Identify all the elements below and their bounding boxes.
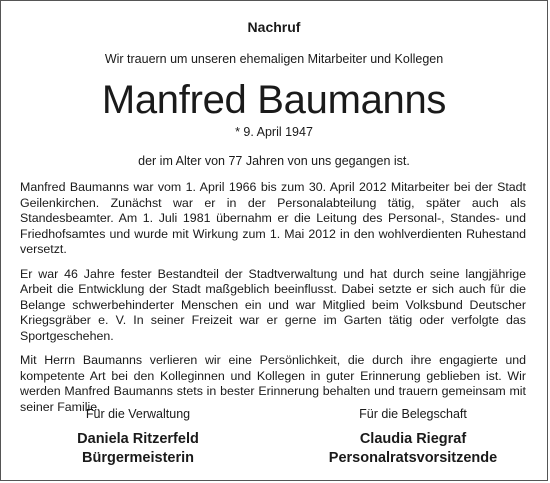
- obituary-body: [20, 180, 526, 424]
- signature-staff: [298, 407, 528, 468]
- signatory-title: Bürgermeisterin: [81, 450, 194, 466]
- age-line: der im Alter von 77 Jahren von uns gegangen ist.: [138, 154, 410, 168]
- birth-date: * 9. April 1947: [235, 125, 313, 139]
- notice-heading: Nachruf: [247, 19, 301, 35]
- signatory-name: Daniela Ritzerfeld: [77, 431, 199, 447]
- body-paragraph: Mit Herrn Baumanns verlieren wir eine Persönlichkeit, die durch ihre engagierte und kompetente Art bei den Kolleginnen und Kollegen in guter Erinnerung geblieben ist. Wir werden Manfred Baumanns stets in bester Erinnerung behalten und trauern gemeinsam mit seiner Familie.: [20, 353, 526, 414]
- intro-text: Wir trauern um unseren ehemaligen Mitarbeiter und Kollegen: [104, 52, 444, 66]
- signature-role: Für die Verwaltung: [85, 407, 191, 421]
- signatory-title: Personalratsvorsitzende: [328, 450, 498, 466]
- signature-role: Für die Belegschaft: [359, 407, 467, 421]
- signature-administration: [23, 407, 253, 468]
- deceased-name: Manfred Baumanns: [101, 78, 447, 122]
- body-paragraph: Manfred Baumanns war vom 1. April 1966 bis zum 30. April 2012 Mitarbeiter bei der Stadt Geilenkirchen. Zunächst war er in der Personalabteilung tätig, später auch als Standesbeamter. Am 1. Juli 1981 übernahm er die Leitung des Personal-, Standes- und Friedhofsamtes und wurde mit Wirkung zum 1. Mai 2012 in den wohlverdienten Ruhestand versetzt.: [20, 180, 526, 256]
- signatory-name: Claudia Riegraf: [359, 431, 467, 447]
- body-paragraph: Er war 46 Jahre fester Bestandteil der Stadtverwaltung und hat durch seine langjährige Arbeit die Entwicklung der Stadt maßgeblich beeinflusst. Dabei setzte er sich auch für die Belange schwerbehinderter Menschen ein und war Mitglied beim Volksbund Deutscher Kriegsgräber e. V. In seiner Freizeit war er gerne im Garten tätig oder verfolgte das Sportgeschehen.: [20, 266, 526, 343]
